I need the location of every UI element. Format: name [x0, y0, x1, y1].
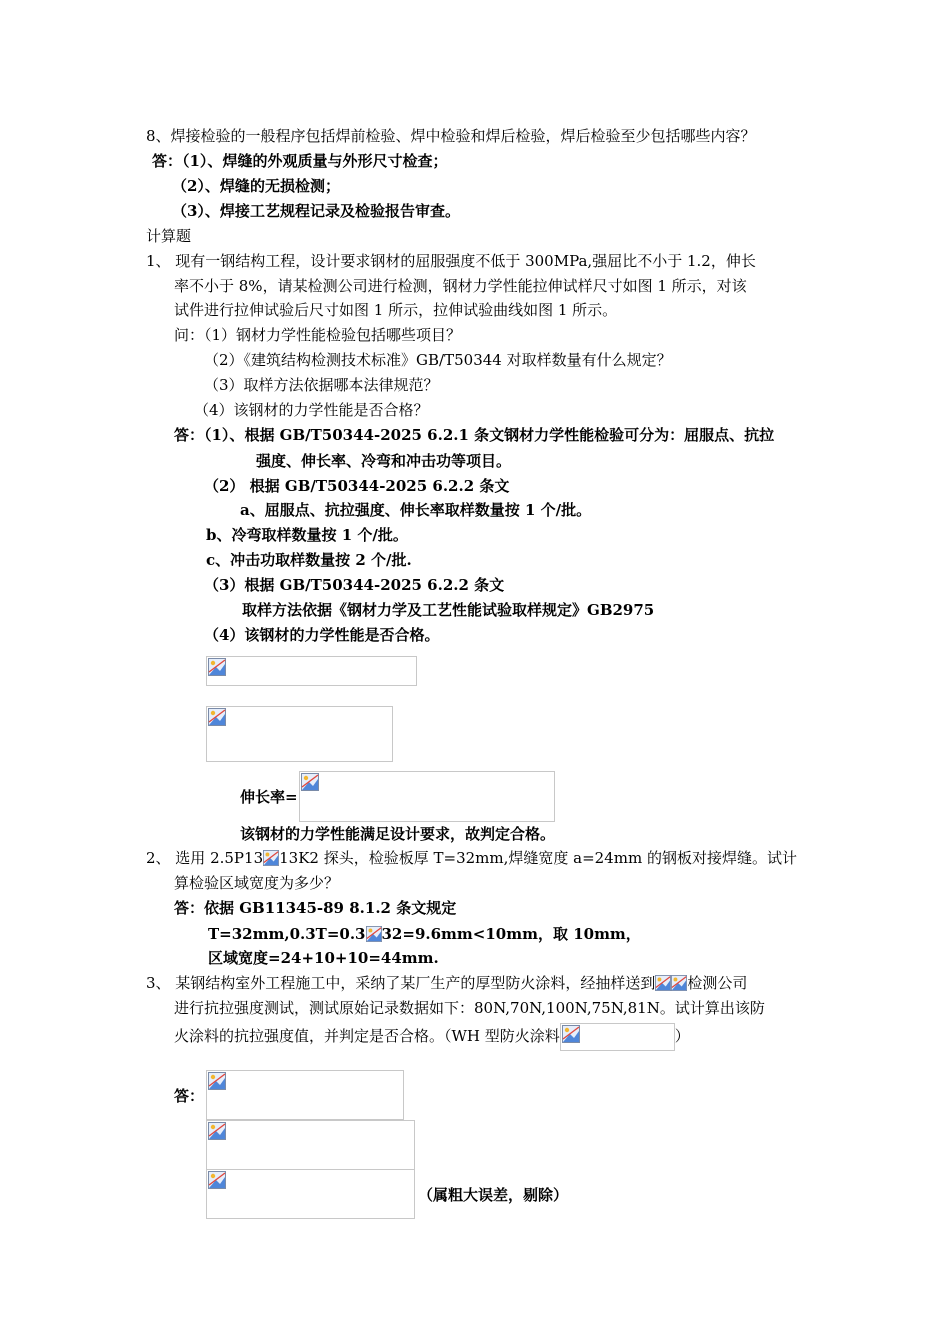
c2-line-1-post: 13K2 探头，检验板厚 T=32mm,焊缝宽度 a=24mm 的钢板对接焊缝。试计 [279, 849, 797, 867]
c1-line-3: 试件进行拉伸试验后尺寸如图 1 所示，拉伸试验曲线如图 1 所示。 [174, 301, 618, 319]
c1-answer-1-line-1: 答：（1）、根据 GB/T50344-2025 6.2.1 条文钢材力学性能检验可分为：屈服点、抗拉 [174, 426, 775, 444]
q8-answer-3: （3）、焊接工艺规程记录及检验报告审查。 [172, 202, 460, 220]
c1-answer-1-line-2: 强度、伸长率、冷弯和冲击功等项目。 [256, 452, 512, 470]
broken-image-icon [562, 1025, 580, 1043]
c1-answer-2-c: c、冲击功取样数量按 2 个/批. [206, 551, 412, 569]
calc-image-placeholder [206, 1070, 404, 1120]
c1-answer-3-line-1: （3）根据 GB/T50344-2025 6.2.2 条文 [204, 576, 505, 594]
c1-question-2: （2）《建筑结构检测技术标准》GB/T50344 对取样数量有什么规定？ [204, 351, 672, 369]
broken-image-icon [208, 1072, 226, 1090]
section-title: 计算题 [146, 227, 192, 245]
broken-image-icon [208, 1171, 226, 1189]
elongation-label: 伸长率= [240, 788, 298, 806]
formula-image-placeholder [206, 706, 393, 762]
c1-answer-2-b: b、冷弯取样数量按 1 个/批。 [206, 526, 408, 544]
broken-image-icon [655, 975, 671, 991]
c2-answer-2 [208, 924, 641, 944]
c3-line-2: 进行抗拉强度测试，测试原始记录数据如下：80N,70N,100N,75N,81N。试计算出该防 [174, 999, 765, 1017]
broken-image-icon [208, 658, 226, 676]
c1-question-1: 问：（1）钢材力学性能检验包括哪些项目？ [174, 326, 462, 344]
c1-conclusion: 该钢材的力学性能满足设计要求，故判定合格。 [240, 825, 556, 843]
c3-note: （属粗大误差，剔除） [418, 1186, 569, 1204]
c1-answer-2-a: a、屈服点、抗拉强度、伸长率取样数量按 1 个/批。 [240, 501, 592, 519]
elongation-formula-image [299, 771, 555, 822]
c3-line-3-post: ） [674, 1027, 690, 1045]
q8-question: 8、焊接检验的一般程序包括焊前检验、焊中检验和焊后检验，焊后检验至少包括哪些内容？ [146, 127, 756, 145]
c2-answer-2-pre: T=32mm,0.3T=0.3 [208, 925, 366, 943]
c3-line-3-pre: 火涂料的抗拉强度值，并判定是否合格。（WH 型防火涂料 [174, 1027, 560, 1045]
q8-answer-2: （2）、焊缝的无损检测； [172, 177, 340, 195]
c1-answer-3-line-2: 取样方法依据《钢材力学及工艺性能试验取样规定》GB2975 [242, 601, 655, 619]
c1-answer-4: （4）该钢材的力学性能是否合格。 [204, 626, 440, 644]
c1-question-4: （4）该钢材的力学性能是否合格？ [194, 401, 429, 419]
broken-image-icon [208, 1122, 226, 1140]
c2-line-2: 算检验区域宽度为多少？ [174, 874, 340, 892]
c2-answer-2-post: 32=9.6mm<10mm，取 10mm， [381, 925, 641, 943]
c1-answer-2-line-1: （2） 根据 GB/T50344-2025 6.2.2 条文 [204, 477, 510, 495]
c3-answer-label: 答： [174, 1087, 205, 1105]
q8-answer-1: 答：（1）、焊缝的外观质量与外形尺寸检查； [152, 152, 448, 170]
c3-line-1 [146, 973, 747, 993]
broken-image-icon [671, 975, 687, 991]
c3-line-3 [174, 1023, 690, 1051]
c1-line-2: 率不小于 8%，请某检测公司进行检测，钢材力学性能拉伸试样尺寸如图 1 所示，对该 [174, 277, 747, 295]
broken-image-icon [366, 926, 382, 942]
c1-question-3: （3）取样方法依据哪本法律规范？ [204, 376, 439, 394]
formula-image-placeholder [206, 656, 417, 686]
broken-image-icon [208, 708, 226, 726]
c3-line-1-post: 检测公司 [687, 974, 748, 992]
broken-image-icon [263, 850, 279, 866]
c2-answer-1: 答：依据 GB11345-89 8.1.2 条文规定 [174, 899, 457, 917]
broken-image-icon [301, 773, 319, 791]
calc-image-placeholder [206, 1169, 415, 1219]
c1-line-1: 1、 现有一钢结构工程，设计要求钢材的屈服强度不低于 300MPa,强屈比不小于 1.2，伸长 [146, 252, 756, 270]
fire-coating-image [560, 1023, 675, 1051]
c2-answer-3: 区域宽度=24+10+10=44mm. [208, 949, 439, 967]
c2-line-1 [146, 848, 797, 868]
c2-line-1-pre: 2、 选用 2.5P13 [146, 849, 264, 867]
calc-image-placeholder [206, 1120, 415, 1170]
c3-line-1-pre: 3、 某钢结构室外工程施工中，采纳了某厂生产的厚型防火涂料，经抽样送到 [146, 974, 656, 992]
